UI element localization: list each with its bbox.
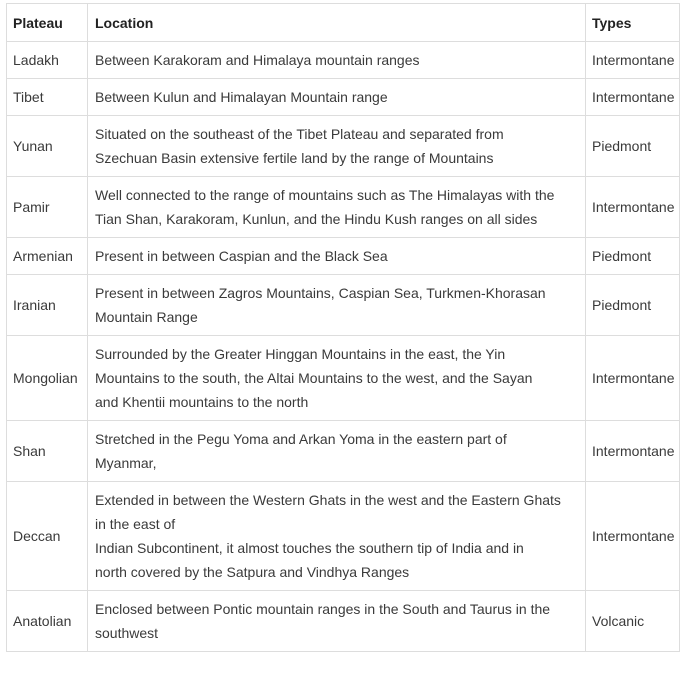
- location-line: Indian Subcontinent, it almost touches the southern tip of India and in: [95, 540, 524, 556]
- location-cell: [88, 591, 586, 652]
- location-line: Szechuan Basin extensive fertile land by the range of Mountains: [95, 150, 494, 166]
- location-line: north covered by the Satpura and Vindhya Ranges: [95, 564, 410, 580]
- table-row: [7, 482, 680, 591]
- location-line: Present in between Caspian and the Black Sea: [95, 248, 388, 264]
- location-line: Tian Shan, Karakoram, Kunlun, and the Hindu Kush ranges on all sides: [95, 211, 538, 227]
- location-cell: [88, 42, 586, 79]
- plateau-type-cell: Intermontane: [586, 482, 680, 591]
- location-cell: [88, 116, 586, 177]
- table-row: [7, 275, 680, 336]
- location-line: Present in between Zagros Mountains, Caspian Sea, Turkmen-Khorasan: [95, 285, 546, 301]
- table-row: [7, 238, 680, 275]
- plateau-type-cell: Piedmont: [586, 238, 680, 275]
- plateau-name-cell: Shan: [7, 421, 88, 482]
- location-line: and Khentii mountains to the north: [95, 394, 309, 410]
- location-line: Mountains to the south, the Altai Mountains to the west, and the Sayan: [95, 370, 533, 386]
- header-plateau: Plateau: [7, 4, 88, 42]
- plateau-type-cell: Volcanic: [586, 591, 680, 652]
- table-row: [7, 177, 680, 238]
- location-cell: [88, 336, 586, 421]
- location-line: Extended in between the Western Ghats in the west and the Eastern Ghats: [95, 492, 561, 508]
- location-line: in the east of: [95, 516, 176, 532]
- plateau-table: [6, 3, 680, 652]
- location-line: Situated on the southeast of the Tibet Plateau and separated from: [95, 126, 504, 142]
- plateau-name-cell: Yunan: [7, 116, 88, 177]
- plateau-name-cell: Pamir: [7, 177, 88, 238]
- table-row: [7, 336, 680, 421]
- location-line: Surrounded by the Greater Hinggan Mountains in the east, the Yin: [95, 346, 506, 362]
- location-line: Stretched in the Pegu Yoma and Arkan Yoma in the eastern part of: [95, 431, 507, 447]
- plateau-type-cell: Intermontane: [586, 421, 680, 482]
- plateau-type-cell: Intermontane: [586, 336, 680, 421]
- header-types: Types: [586, 4, 680, 42]
- location-line: Well connected to the range of mountains such as The Himalayas with the: [95, 187, 555, 203]
- plateau-name-cell: Anatolian: [7, 591, 88, 652]
- plateau-type-cell: Piedmont: [586, 116, 680, 177]
- location-line: Between Kulun and Himalayan Mountain range: [95, 89, 388, 105]
- plateau-type-cell: Piedmont: [586, 275, 680, 336]
- plateau-type-cell: Intermontane: [586, 42, 680, 79]
- plateau-name-cell: Iranian: [7, 275, 88, 336]
- table-row: [7, 79, 680, 116]
- table-header-row: [7, 4, 680, 42]
- plateau-name-cell: Deccan: [7, 482, 88, 591]
- location-line: Mountain Range: [95, 309, 198, 325]
- header-location: Location: [88, 4, 586, 42]
- table-row: [7, 421, 680, 482]
- location-line: Myanmar,: [95, 455, 157, 471]
- plateau-type-cell: Intermontane: [586, 79, 680, 116]
- plateau-name-cell: Mongolian: [7, 336, 88, 421]
- location-cell: [88, 482, 586, 591]
- table-row: [7, 591, 680, 652]
- location-cell: [88, 79, 586, 116]
- plateau-name-cell: Ladakh: [7, 42, 88, 79]
- location-cell: [88, 421, 586, 482]
- location-cell: [88, 275, 586, 336]
- location-cell: [88, 177, 586, 238]
- location-line: Between Karakoram and Himalaya mountain ranges: [95, 52, 420, 68]
- table-row: [7, 42, 680, 79]
- plateau-name-cell: Armenian: [7, 238, 88, 275]
- location-line: southwest: [95, 625, 159, 641]
- table-row: [7, 116, 680, 177]
- plateau-name-cell: Tibet: [7, 79, 88, 116]
- plateau-type-cell: Intermontane: [586, 177, 680, 238]
- location-line: Enclosed between Pontic mountain ranges in the South and Taurus in the: [95, 601, 551, 617]
- location-cell: [88, 238, 586, 275]
